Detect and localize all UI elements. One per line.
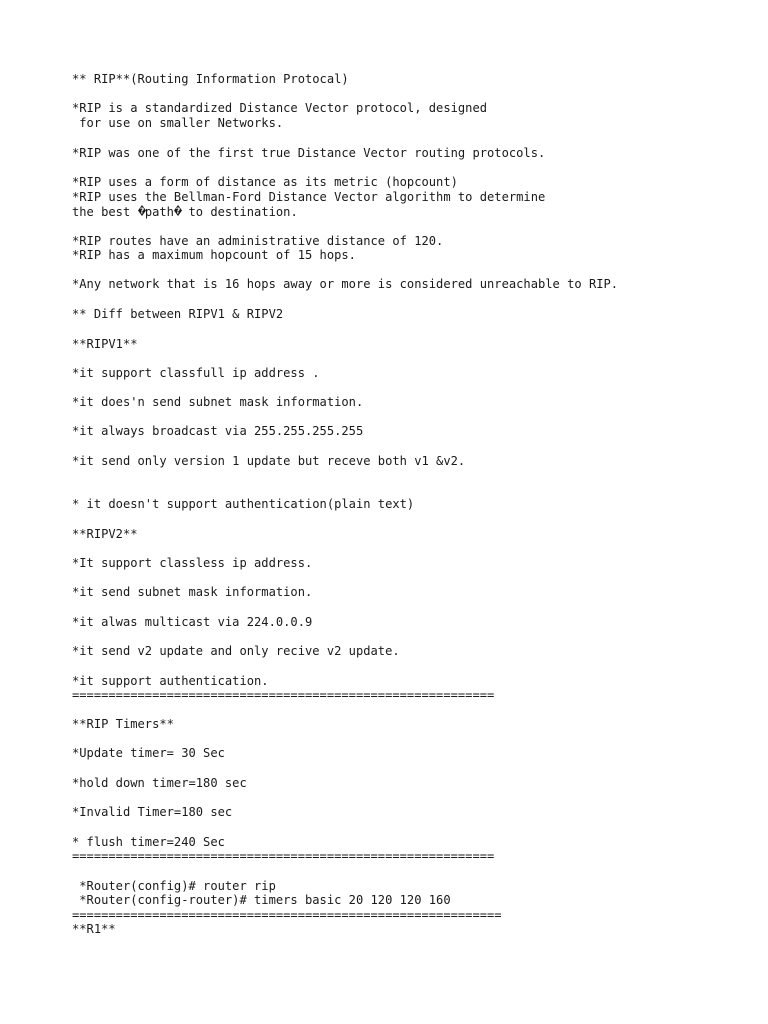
ripv1-point: *it send only version 1 update but receve both v1 &v2. xyxy=(72,454,466,468)
intro-line: *RIP is a standardized Distance Vector protocol, designed xyxy=(72,101,488,115)
separator: ========================================================== xyxy=(72,849,495,863)
timer-item: *hold down timer=180 sec xyxy=(72,776,247,790)
intro-line: *RIP was one of the first true Distance Vector routing protocols. xyxy=(72,146,546,160)
intro-line: *Any network that is 16 hops away or more is considered unreachable to RIP. xyxy=(72,277,619,291)
best-path-line xyxy=(72,205,298,219)
intro-line: for use on smaller Networks. xyxy=(72,116,284,130)
timers-heading: **RIP Timers** xyxy=(72,717,174,731)
command-line: *Router(config)# router rip xyxy=(72,879,276,893)
separator: ========================================================== xyxy=(72,688,495,702)
ripv2-point: *it send v2 update and only recive v2 update. xyxy=(72,644,400,658)
ripv1-point: *it does'n send subnet mask information. xyxy=(72,395,364,409)
timer-item: *Update timer= 30 Sec xyxy=(72,746,225,760)
timer-item: * flush timer=240 Sec xyxy=(72,835,225,849)
ripv2-point: *it support authentication. xyxy=(72,674,269,688)
ripv1-point: *it always broadcast via 255.255.255.255 xyxy=(72,424,364,438)
document-title: ** RIP**(Routing Information Protocal) xyxy=(72,72,349,86)
ripv1-point: * it doesn't support authentication(plain text) xyxy=(72,497,415,511)
ripv2-point: *it send subnet mask information. xyxy=(72,585,313,599)
intro-line: *RIP uses the Bellman-Ford Distance Vector algorithm to determine xyxy=(72,190,546,204)
best-path-before: the best xyxy=(72,205,138,219)
best-path-after: to destination. xyxy=(181,205,298,219)
intro-line: *RIP has a maximum hopcount of 15 hops. xyxy=(72,248,356,262)
replacement-glyph-icon xyxy=(138,205,145,219)
ripv1-heading: **RIPV1** xyxy=(72,337,138,351)
timer-item: *Invalid Timer=180 sec xyxy=(72,805,233,819)
ripv1-point: *it support classfull ip address . xyxy=(72,366,320,380)
intro-line: *RIP routes have an administrative distance of 120. xyxy=(72,234,444,248)
ripv2-point: *it alwas multicast via 224.0.0.9 xyxy=(72,615,313,629)
ripv2-heading: **RIPV2** xyxy=(72,527,138,541)
svg-text:?: ? xyxy=(175,206,181,216)
intro-line: *RIP uses a form of distance as its metric (hopcount) xyxy=(72,175,458,189)
svg-text:?: ? xyxy=(139,206,144,216)
r1-heading: **R1** xyxy=(72,922,116,936)
separator: =========================================================== xyxy=(72,908,502,922)
ripv2-point: *It support classless ip address. xyxy=(72,556,313,570)
command-line: *Router(config-router)# timers basic 20 120 120 160 xyxy=(72,893,451,907)
diff-heading: ** Diff between RIPV1 & RIPV2 xyxy=(72,307,284,321)
best-path-mid: path xyxy=(144,205,174,219)
